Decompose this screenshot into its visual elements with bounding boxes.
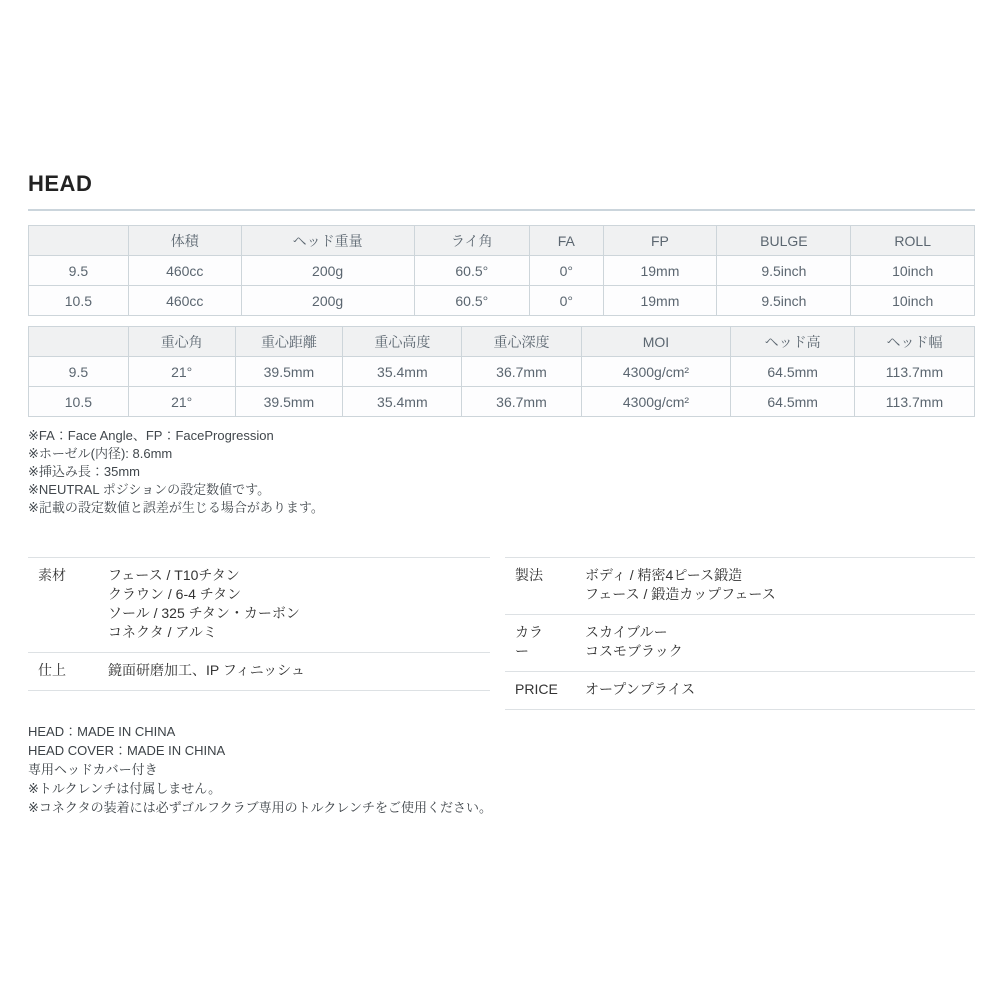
detail-value-line: オープンプライス [585,681,696,697]
table-row [29,286,975,316]
details-column-left [28,557,490,710]
detail-row [28,652,490,691]
table-cell: 9.5inch [717,286,851,316]
table-cell: 39.5mm [235,357,343,387]
table-cell: 460cc [128,286,241,316]
details-section [28,557,975,710]
table-cell: 460cc [128,256,241,286]
detail-value-line: フェース / 鍛造カップフェース [585,586,776,602]
table-cell: 39.5mm [235,387,343,417]
detail-label: 製法 [515,567,543,583]
text-line: ※コネクタの装着には必ずゴルフクラブ専用のトルクレンチをご使用ください。 [28,800,493,815]
table-cell: 113.7mm [854,387,974,417]
detail-label: 仕上 [38,662,66,678]
table-cell: 0° [530,256,603,286]
column-header: ヘッド幅 [854,327,974,357]
detail-value-line: 鏡面研磨加工、IP フィニッシュ [108,662,305,678]
text-line: ※トルクレンチは付属しません。 [28,781,222,796]
detail-value [108,661,490,680]
footer-notes [28,722,975,817]
detail-value-line: スカイブルー [585,624,668,640]
page-title: HEAD [28,171,93,196]
table-cell: 10inch [851,286,975,316]
table-cell: 10.5 [29,286,129,316]
table-cell: 4300g/cm² [581,387,731,417]
table-cell: 9.5inch [717,256,851,286]
text-line: ※NEUTRAL ポジションの設定数値です。 [28,482,271,497]
column-header: ライ角 [414,226,530,256]
table-cell: 36.7mm [462,357,581,387]
table-cell: 10inch [851,256,975,286]
text-line: ※FA：Face Angle、FP：FaceProgression [28,428,274,443]
table-cell: 200g [241,256,414,286]
detail-row [28,557,490,652]
column-header: 重心深度 [462,327,581,357]
table-cell: 35.4mm [343,357,462,387]
table-cell: 64.5mm [731,387,855,417]
table-cell: 36.7mm [462,387,581,417]
column-header: ヘッド重量 [241,226,414,256]
column-header: ヘッド高 [731,327,855,357]
spec-content [28,170,975,817]
detail-value [585,566,975,604]
text-line: 専用ヘッドカバー付き [28,762,158,777]
text-line: ※挿込み長：35mm [28,464,141,479]
detail-value-line: フェース / T10チタン [108,567,240,583]
detail-row [505,557,975,614]
column-header [29,226,129,256]
table-row [29,357,975,387]
detail-label: PRICE [515,681,558,697]
text-line: HEAD COVER：MADE IN CHINA [28,743,226,758]
column-header: 重心高度 [343,327,462,357]
spec-notes [28,427,975,517]
text-line: ※記載の設定数値と誤差が生じる場合があります。 [28,500,324,515]
text-line: ※ホーゼル(内径): 8.6mm [28,446,173,461]
detail-row [505,614,975,671]
table-cell: 21° [128,357,235,387]
table-cell: 4300g/cm² [581,357,731,387]
detail-label: 素材 [38,567,66,583]
head-spec-table [28,225,975,316]
column-header: 体積 [128,226,241,256]
table-cell: 64.5mm [731,357,855,387]
column-header: 重心角 [128,327,235,357]
detail-label: カラー [515,624,543,659]
detail-value-line: ボディ / 精密4ピース鍛造 [585,567,743,583]
table-header-row [29,327,975,357]
detail-value-line: クラウン / 6-4 チタン [108,586,242,602]
table-cell: 19mm [603,286,717,316]
table-cell: 60.5° [414,286,530,316]
column-header: ROLL [851,226,975,256]
column-header: FA [530,226,603,256]
title-divider [28,209,975,211]
details-column-right [505,557,975,710]
detail-value [108,566,490,642]
column-header: 重心距離 [235,327,343,357]
detail-row [505,671,975,710]
column-header: FP [603,226,717,256]
detail-value-line: ソール / 325 チタン・カーボン [108,605,300,621]
table-cell: 9.5 [29,256,129,286]
gravity-spec-table [28,326,975,417]
column-header [29,327,129,357]
table-cell: 9.5 [29,357,129,387]
table-cell: 113.7mm [854,357,974,387]
table-cell: 19mm [603,256,717,286]
table-cell: 200g [241,286,414,316]
table-cell: 10.5 [29,387,129,417]
table-cell: 21° [128,387,235,417]
detail-value [585,680,975,699]
table-header-row [29,226,975,256]
table-row [29,256,975,286]
detail-value [585,623,975,661]
table-row [29,387,975,417]
table-cell: 60.5° [414,256,530,286]
text-line: HEAD：MADE IN CHINA [28,724,176,739]
detail-value-line: コスモブラック [585,643,683,659]
table-cell: 0° [530,286,603,316]
table-cell: 35.4mm [343,387,462,417]
column-header: BULGE [717,226,851,256]
detail-value-line: コネクタ / アルミ [108,624,217,640]
column-header: MOI [581,327,731,357]
